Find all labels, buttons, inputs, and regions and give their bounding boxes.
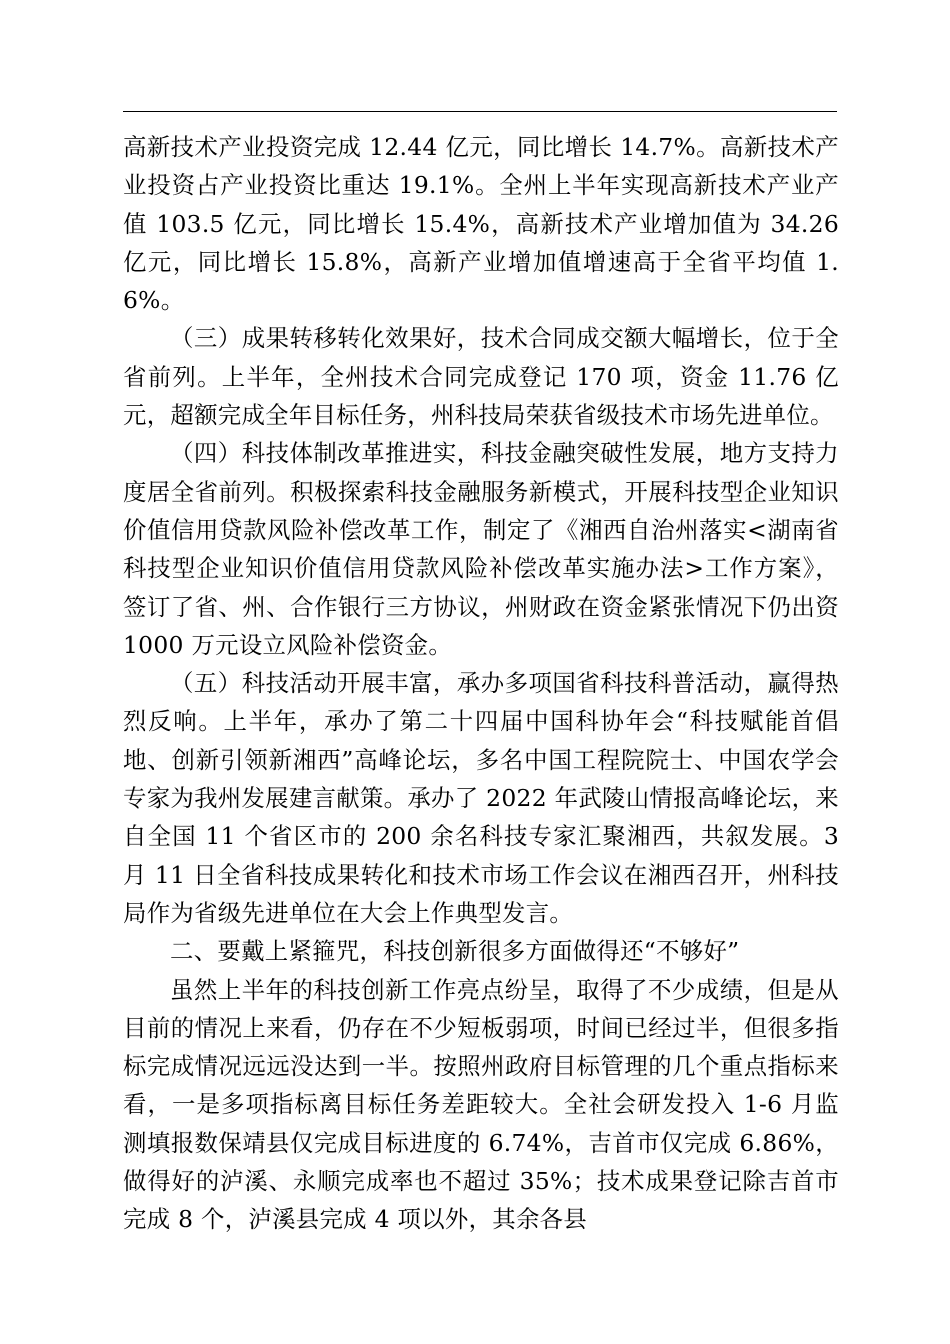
paragraph-3: （四）科技体制改革推进实，科技金融突破性发展，地方支持力度居全省前列。积极探索科技金融服务新模式，开展科技型企业知识价值信用贷款风险补偿改革工作，制定了《湘西自治州落实<湖南省科技型企业知识价值信用贷款风险补偿改革实施办法>工作方案》，签订了省、州、合作银行三方协议，州财政在资金紧张情况下仍出资 1000 万元设立风险补偿资金。 — [123, 439, 839, 659]
paragraph-4: （五）科技活动开展丰富，承办多项国省科技科普活动，赢得热烈反响。上半年，承办了第二十四届中国科协年会“科技赋能首倡地、创新引领新湘西”高峰论坛，多名中国工程院院士、中国农学会专家为我州发展建言献策。承办了 2022 年武陵山情报高峰论坛，来自全国 11 个省区市的 200 余名科技专家汇聚湘西，共叙发展。3 月 11 日全省科技成果转化和技术市场工作会议在湘西召开，州科技局作为省级先进单位在大会上作典型发言。 — [123, 669, 839, 927]
paragraph-1: 高新技术产业投资完成 12.44 亿元，同比增长 14.7%。高新技术产业投资占产业投资比重达 19.1%。全州上半年实现高新技术产业产值 103.5 亿元，同比增长 15.4%，高新技术产业增加值为 34.26 亿元，同比增长 15.8%，高新产业增加值增速高于全省平均值 1.6%。 — [123, 133, 839, 315]
document-body — [123, 128, 839, 1239]
paragraph-5: 虽然上半年的科技创新工作亮点纷呈，取得了不少成绩，但是从目前的情况上来看，仍存在不少短板弱项，时间已经过半，但很多指标完成情况远远没达到一半。按照州政府目标管理的几个重点指标来看，一是多项指标离目标任务差距较大。全社会研发投入 1-6 月监测填报数保靖县仅完成目标进度的 6.74%，吉首市仅完成 6.86%，做得好的泸溪、永顺完成率也不超过 35%；技术成果登记除吉首市完成 8 个，泸溪县完成 4 项以外，其余各县 — [123, 975, 839, 1234]
section-heading-2: 二、要戴上紧箍咒，科技创新很多方面做得还“不够好” — [170, 937, 740, 966]
paragraph-2: （三）成果转移转化效果好，技术合同成交额大幅增长，位于全省前列。上半年，全州技术合同完成登记 170 项，资金 11.76 亿元，超额完成全年目标任务，州科技局荣获省级技术市场先进单位。 — [123, 324, 839, 430]
header-rule — [123, 111, 837, 112]
